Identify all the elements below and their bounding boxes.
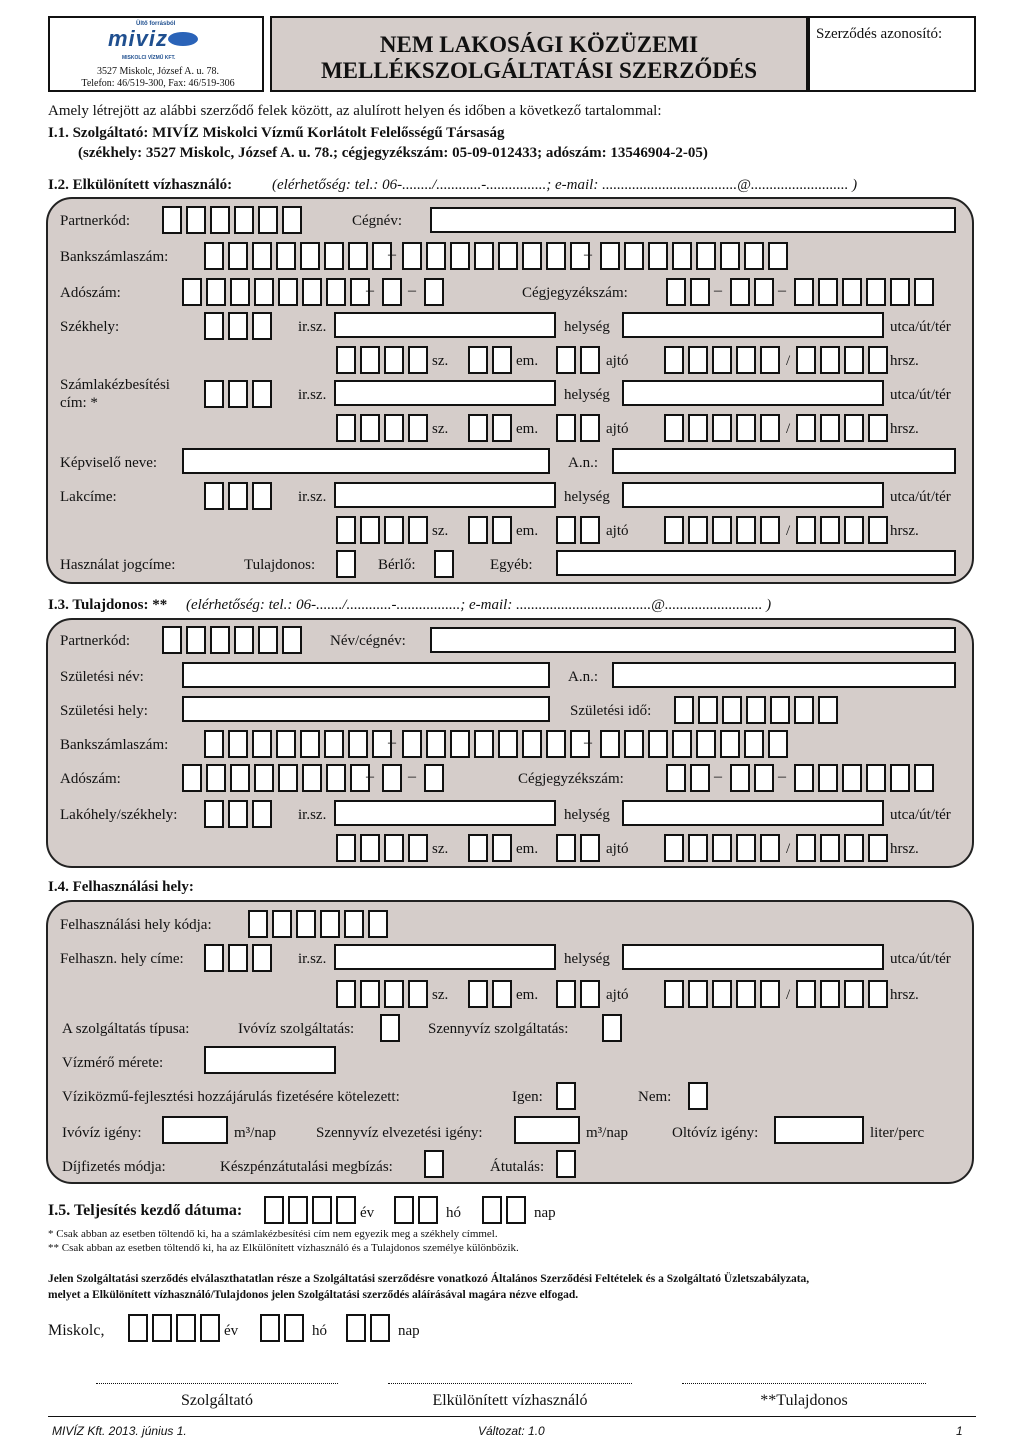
- label: Lakóhely/székhely:: [60, 807, 178, 823]
- label: utca/út/tér: [890, 951, 951, 967]
- owner-name-field[interactable]: [430, 627, 956, 653]
- label: liter/perc: [870, 1125, 925, 1141]
- logo-subtitle: MISKOLCI VÍZMŰ KFT.: [122, 55, 176, 61]
- label: hó: [446, 1205, 461, 1221]
- label: Lakcíme:: [60, 489, 117, 505]
- registry-2[interactable]: [730, 764, 774, 792]
- label: Képviselő neve:: [60, 455, 158, 471]
- registry-1[interactable]: [666, 278, 710, 306]
- signature-line[interactable]: [388, 1382, 632, 1384]
- label: Egyéb:: [490, 557, 533, 573]
- meter-size-field[interactable]: [204, 1046, 336, 1074]
- house-number[interactable]: [336, 980, 428, 1008]
- signature-line[interactable]: [682, 1382, 926, 1384]
- city-field[interactable]: [334, 482, 556, 508]
- provider-details: (székhely: 3527 Miskolc, József A. u. 78.; cégjegyzékszám: 05-09-012433; adószám: 13546904-2-05): [78, 145, 708, 161]
- label: Szennyvíz elvezetési igény:: [316, 1125, 483, 1141]
- dash: –: [388, 246, 396, 263]
- label: sz.: [432, 987, 449, 1003]
- label: Bankszámlaszám:: [60, 249, 169, 265]
- lot-number-2[interactable]: [796, 414, 888, 442]
- label: év: [224, 1323, 239, 1339]
- sewage-demand-field[interactable]: [514, 1116, 580, 1144]
- floor[interactable]: [468, 346, 512, 374]
- label: ir.sz.: [298, 387, 327, 403]
- bank-account-1[interactable]: [204, 730, 392, 758]
- label: Díjfizetés módja:: [62, 1159, 166, 1175]
- label: Adószám:: [60, 771, 121, 787]
- label: nap: [534, 1205, 556, 1221]
- registry-3[interactable]: [794, 278, 934, 306]
- sewage-checkbox[interactable]: [602, 1014, 622, 1042]
- birth-place-field[interactable]: [182, 696, 550, 722]
- tax-number-1[interactable]: [182, 278, 370, 306]
- label: hó: [312, 1323, 327, 1339]
- label: sz.: [432, 421, 449, 437]
- label: Szennyvíz szolgáltatás:: [428, 1021, 569, 1037]
- footer-version: Változat: 1.0: [478, 1424, 545, 1438]
- bank-account-2[interactable]: [402, 242, 590, 270]
- company-phone: Telefon: 46/519-300, Fax: 46/519-306: [81, 78, 235, 89]
- dash: –: [366, 768, 374, 785]
- transfer-checkbox[interactable]: [556, 1150, 576, 1178]
- title-box: [270, 16, 808, 92]
- label: Cégjegyzékszám:: [522, 285, 628, 301]
- house-number[interactable]: [336, 834, 428, 862]
- street-field[interactable]: [622, 944, 884, 970]
- fire-demand-field[interactable]: [774, 1116, 864, 1144]
- mother-name-field[interactable]: [612, 448, 956, 474]
- label: /: [786, 841, 791, 857]
- label: em.: [516, 523, 539, 539]
- lot-number-1[interactable]: [664, 346, 780, 374]
- signature-line[interactable]: [96, 1382, 338, 1384]
- street-field[interactable]: [622, 312, 884, 338]
- door[interactable]: [556, 414, 600, 442]
- label: Átutalás:: [490, 1159, 545, 1175]
- label: m³/nap: [234, 1125, 276, 1141]
- label: Számlakézbesítési: [60, 377, 170, 393]
- door[interactable]: [556, 834, 600, 862]
- cash-transfer-checkbox[interactable]: [424, 1150, 444, 1178]
- lot-number-1[interactable]: [664, 516, 780, 544]
- zip-field[interactable]: [204, 312, 272, 340]
- tax-number-2[interactable]: [382, 764, 402, 792]
- section-heading: I.5. Teljesítés kezdő dátuma:: [48, 1202, 243, 1219]
- label: /: [786, 421, 791, 437]
- city-field[interactable]: [334, 944, 556, 970]
- yes-checkbox[interactable]: [556, 1082, 576, 1110]
- sign-day-field[interactable]: [346, 1314, 390, 1342]
- birth-date-field[interactable]: [674, 696, 838, 724]
- label: ajtó: [606, 421, 629, 437]
- dash: –: [714, 282, 722, 299]
- bank-account-3[interactable]: [600, 730, 788, 758]
- house-number[interactable]: [336, 516, 428, 544]
- contract-id-box[interactable]: [808, 16, 976, 92]
- dash: –: [408, 768, 416, 785]
- partner-code-field[interactable]: [162, 206, 302, 234]
- page-number: 1: [956, 1424, 963, 1438]
- lot-number-2[interactable]: [796, 980, 888, 1008]
- label: Víziközmű-fejlesztési hozzájárulás fizetésére kötelezett:: [62, 1089, 400, 1105]
- label: utca/út/tér: [890, 387, 951, 403]
- label: nap: [398, 1323, 420, 1339]
- house-number[interactable]: [336, 414, 428, 442]
- label: Vízmérő mérete:: [62, 1055, 164, 1071]
- signature-label: **Tulajdonos: [760, 1392, 848, 1409]
- label: Cégnév:: [352, 213, 402, 229]
- label: helység: [564, 951, 610, 967]
- tax-number-2[interactable]: [382, 278, 402, 306]
- label: Bérlő:: [378, 557, 416, 573]
- label: Születési hely:: [60, 703, 148, 719]
- label: A.n.:: [568, 455, 598, 471]
- label: Igen:: [512, 1089, 543, 1105]
- label: hrsz.: [890, 987, 919, 1003]
- mother-name-field[interactable]: [612, 662, 956, 688]
- city-field[interactable]: [334, 380, 556, 406]
- label: A szolgáltatás típusa:: [62, 1021, 190, 1037]
- label: hrsz.: [890, 421, 919, 437]
- label: sz.: [432, 353, 449, 369]
- zip-field[interactable]: [204, 944, 272, 972]
- label: ir.sz.: [298, 807, 327, 823]
- lot-number-1[interactable]: [664, 834, 780, 862]
- partner-code-field[interactable]: [162, 626, 302, 654]
- dash: –: [388, 734, 396, 751]
- signature-label: Elkülönített vízhasználó: [432, 1392, 588, 1409]
- door[interactable]: [556, 516, 600, 544]
- usage-code-field[interactable]: [248, 910, 388, 938]
- label: ir.sz.: [298, 489, 327, 505]
- company-name-field[interactable]: [430, 207, 956, 233]
- label: Születési név:: [60, 669, 144, 685]
- label: ajtó: [606, 987, 629, 1003]
- label: Ivóvíz szolgáltatás:: [238, 1021, 355, 1037]
- intro-text: Amely létrejött az alábbi szerződő felek között, az alulírott helyen és időben a következő tartalommal:: [48, 103, 662, 119]
- tax-number-3[interactable]: [424, 278, 444, 306]
- dash: –: [584, 246, 592, 263]
- label: Készpénzátutalási megbízás:: [220, 1159, 393, 1175]
- label: Felhasználási hely kódja:: [60, 917, 212, 933]
- floor[interactable]: [468, 516, 512, 544]
- tax-number-3[interactable]: [424, 764, 444, 792]
- label: hrsz.: [890, 841, 919, 857]
- section-heading: I.4. Felhasználási hely:: [48, 879, 194, 895]
- floor[interactable]: [468, 834, 512, 862]
- label: ajtó: [606, 841, 629, 857]
- label: cím: *: [60, 395, 98, 411]
- label: em.: [516, 421, 539, 437]
- contact-line: (elérhetőség: tel.: 06-......../............-................; e-mail: ....................................@.......................... ): [272, 177, 858, 193]
- zip-field[interactable]: [204, 380, 272, 408]
- label: em.: [516, 987, 539, 1003]
- lot-number-2[interactable]: [796, 516, 888, 544]
- legal-text: melyet a Elkülönített vízhasználó/Tulajdonos jelen Szolgáltatási szerződés aláírásával magára nézve elfogad.: [48, 1289, 579, 1301]
- registry-3[interactable]: [794, 764, 934, 792]
- legal-text: Jelen Szolgáltatási szerződés elválaszthatatlan része a Szolgáltatási szerződésre vonatkozó Általános Szerződési Feltételek és a Szolgáltató Üzletszabályzata,: [48, 1273, 810, 1285]
- label: ir.sz.: [298, 319, 327, 335]
- label: Nem:: [638, 1089, 672, 1105]
- tax-number-1[interactable]: [182, 764, 370, 792]
- label: Székhely:: [60, 319, 120, 335]
- contract-id-label: Szerződés azonosító:: [816, 26, 943, 42]
- house-number[interactable]: [336, 346, 428, 374]
- bank-account-3[interactable]: [600, 242, 788, 270]
- logo-tagline: Ültő forrásból: [136, 21, 176, 27]
- tenant-checkbox[interactable]: [434, 550, 454, 578]
- label: Név/cégnév:: [330, 633, 406, 649]
- signature-label: Szolgáltató: [181, 1392, 253, 1409]
- no-checkbox[interactable]: [688, 1082, 708, 1110]
- label: helység: [564, 489, 610, 505]
- label: sz.: [432, 841, 449, 857]
- footer-divider: [48, 1416, 976, 1417]
- label: em.: [516, 841, 539, 857]
- lot-number-1[interactable]: [664, 414, 780, 442]
- label: helység: [564, 319, 610, 335]
- label: m³/nap: [586, 1125, 628, 1141]
- label: Születési idő:: [570, 703, 652, 719]
- bank-account-1[interactable]: [204, 242, 392, 270]
- page-title-line2: MELLÉKSZOLGÁLTATÁSI SZERZŐDÉS: [320, 58, 758, 83]
- provider-line: I.1. Szolgáltató: MIVÍZ Miskolci Vízmű Korlátolt Felelősségű Társaság: [48, 125, 505, 141]
- floor[interactable]: [468, 980, 512, 1008]
- label: Partnerkód:: [60, 633, 130, 649]
- sign-year-field[interactable]: [128, 1314, 220, 1342]
- dash: –: [366, 282, 374, 299]
- city-field[interactable]: [334, 312, 556, 338]
- label: em.: [516, 353, 539, 369]
- label: utca/út/tér: [890, 807, 951, 823]
- footnote: * Csak abban az esetben töltendő ki, ha a számlakézbesítési cím nem egyezik meg a székhely címmel.: [48, 1228, 498, 1240]
- logo-wave-icon: [168, 32, 198, 46]
- label: év: [360, 1205, 375, 1221]
- lot-number-2[interactable]: [796, 346, 888, 374]
- page-title-line1: NEM LAKOSÁGI KÖZÜZEMI: [379, 32, 699, 57]
- label: utca/út/tér: [890, 319, 951, 335]
- label: Partnerkód:: [60, 213, 130, 229]
- label: hrsz.: [890, 523, 919, 539]
- bank-account-2[interactable]: [402, 730, 590, 758]
- zip-field[interactable]: [204, 800, 272, 828]
- contact-line: (elérhetőség: tel.: 06-......./............-.................; e-mail: ....................................@.......................... ): [186, 597, 772, 613]
- owner-checkbox[interactable]: [336, 550, 356, 578]
- label: Adószám:: [60, 285, 121, 301]
- label: helység: [564, 387, 610, 403]
- place-label: Miskolc,: [48, 1322, 105, 1339]
- sign-month-field[interactable]: [260, 1314, 304, 1342]
- zip-field[interactable]: [204, 482, 272, 510]
- label: Felhaszn. hely címe:: [60, 951, 184, 967]
- label: /: [786, 987, 791, 1003]
- section-heading: I.2. Elkülönített vízhasználó:: [48, 177, 233, 193]
- label: Ivóvíz igény:: [62, 1125, 142, 1141]
- label: Oltóvíz igény:: [672, 1125, 759, 1141]
- label: Tulajdonos:: [244, 557, 316, 573]
- footnote: ** Csak abban az esetben töltendő ki, ha az Elkülönített vízhasználó és a Tulajdonos személye különbözik.: [48, 1242, 519, 1254]
- dash: –: [778, 282, 786, 299]
- start-month-field[interactable]: [394, 1196, 438, 1224]
- label: ir.sz.: [298, 951, 327, 967]
- street-field[interactable]: [622, 482, 884, 508]
- label: A.n.:: [568, 669, 598, 685]
- company-address: 3527 Miskolc, József A. u. 78.: [97, 66, 219, 77]
- label: hrsz.: [890, 353, 919, 369]
- city-field[interactable]: [334, 800, 556, 826]
- label: Cégjegyzékszám:: [518, 771, 624, 787]
- drinking-demand-field[interactable]: [162, 1116, 228, 1144]
- other-field[interactable]: [556, 550, 956, 576]
- dash: –: [778, 768, 786, 785]
- label: ajtó: [606, 523, 629, 539]
- section-heading: I.3. Tulajdonos: **: [48, 597, 168, 613]
- dash: –: [584, 734, 592, 751]
- label: ajtó: [606, 353, 629, 369]
- registry-2[interactable]: [730, 278, 774, 306]
- drinking-water-checkbox[interactable]: [380, 1014, 400, 1042]
- floor[interactable]: [468, 414, 512, 442]
- label: Használat jogcíme:: [60, 557, 176, 573]
- logo: miviz: [108, 26, 169, 51]
- street-field[interactable]: [622, 380, 884, 406]
- logo-box: [48, 16, 264, 92]
- label: utca/út/tér: [890, 489, 951, 505]
- registry-1[interactable]: [666, 764, 710, 792]
- birth-name-field[interactable]: [182, 662, 550, 688]
- label: helység: [564, 807, 610, 823]
- label: /: [786, 523, 791, 539]
- label: /: [786, 353, 791, 369]
- lot-number-2[interactable]: [796, 834, 888, 862]
- start-year-field[interactable]: [264, 1196, 356, 1224]
- street-field[interactable]: [622, 800, 884, 826]
- door[interactable]: [556, 346, 600, 374]
- start-day-field[interactable]: [482, 1196, 526, 1224]
- label: Bankszámlaszám:: [60, 737, 169, 753]
- lot-number-1[interactable]: [664, 980, 780, 1008]
- dash: –: [408, 282, 416, 299]
- representative-field[interactable]: [182, 448, 550, 474]
- footer-date: MIVÍZ Kft. 2013. június 1.: [52, 1424, 187, 1438]
- door[interactable]: [556, 980, 600, 1008]
- label: sz.: [432, 523, 449, 539]
- dash: –: [714, 768, 722, 785]
